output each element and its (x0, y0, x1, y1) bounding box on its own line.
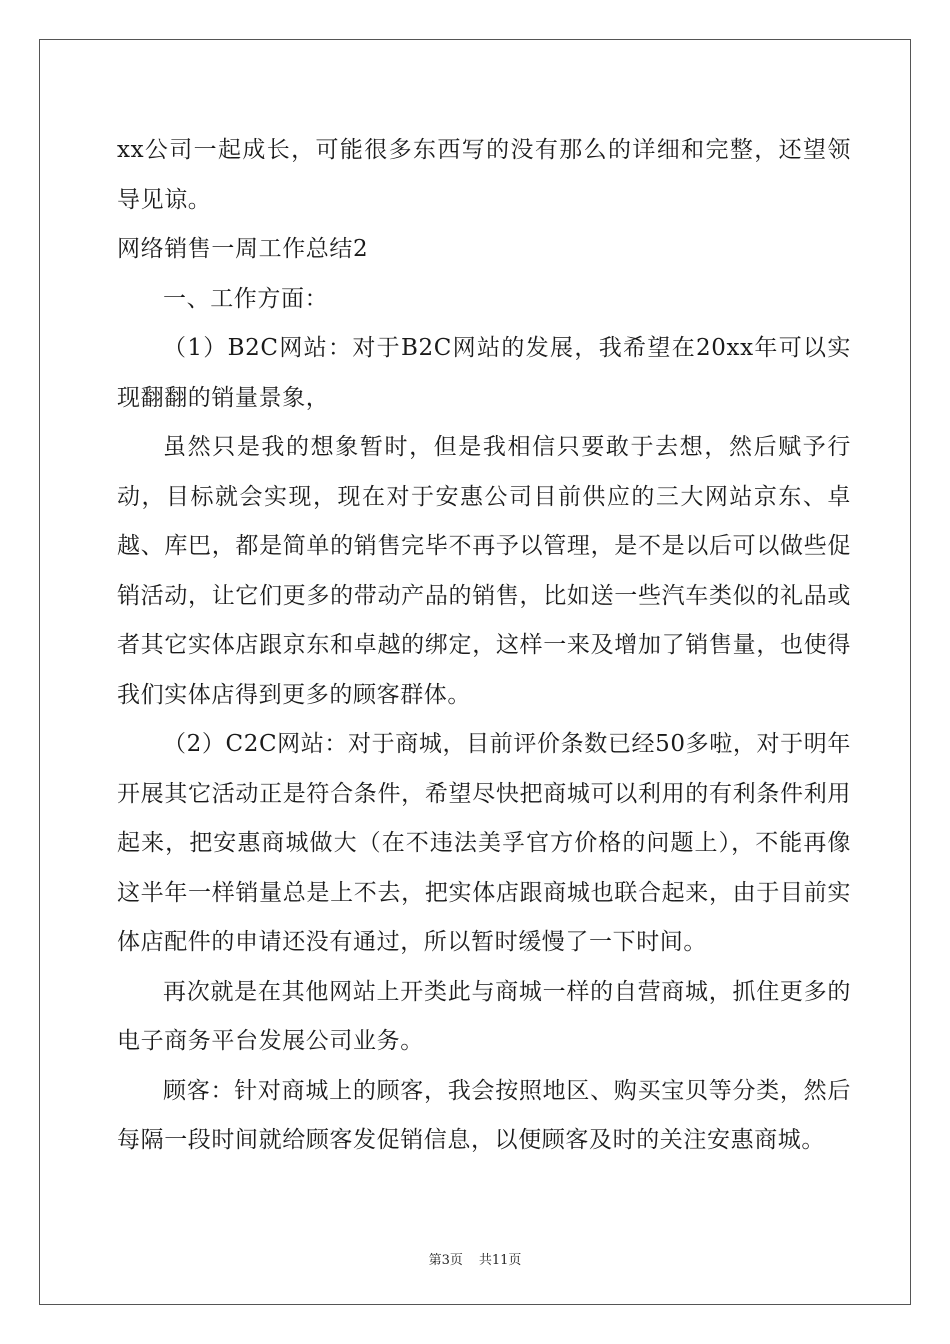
paragraph-5: 虽然只是我的想象暂时，但是我相信只要敢于去想，然后赋予行动，目标就会实现，现在对于安惠公司目前供应的三大网站京东、卓越、库巴，都是简单的销售完毕不再予以管理，是不是以后可以做些促销活动，让它们更多的带动产品的销售，比如送一些汽车类似的礼品或者其它实体店跟京东和卓越的绑定，这样一来及增加了销售量，也使得我们实体店得到更多的顾客群体。 (117, 434, 851, 708)
paragraph-1: xx公司一起成长，可能很多东西写的没有那么的详细和完整，还望领导见谅。 (117, 137, 851, 213)
page-number: 第3页 (428, 1253, 463, 1268)
document-body (117, 126, 851, 1166)
page-footer (0, 1249, 950, 1268)
paragraph-7: 再次就是在其他网站上开类此与商城一样的自营商城，抓住更多的电子商务平台发展公司业务。 (117, 978, 851, 1054)
section-title: 网络销售一周工作总结2 (117, 236, 369, 262)
page-total: 共11页 (478, 1253, 522, 1268)
paragraph-8: 顾客：针对商城上的顾客，我会按照地区、购买宝贝等分类，然后每隔一段时间就给顾客发促销信息，以便顾客及时的关注安惠商城。 (117, 1077, 851, 1153)
paragraph-3: 一、工作方面： (163, 285, 329, 312)
paragraph-4: （1）B2C网站：对于B2C网站的发展，我希望在20xx年可以实现翻翻的销量景象， (117, 335, 851, 411)
paragraph-6: （2）C2C网站：对于商城，目前评价条数已经50多啦，对于明年开展其它活动正是符合条件，希望尽快把商城可以利用的有利条件利用起来，把安惠商城做大（在不违法美孚官方价格的问题上），不能再像这半年一样销量总是上不去，把实体店跟商城也联合起来，由于目前实体店配件的申请还没有通过，所以暂时缓慢了一下时间。 (117, 731, 851, 955)
